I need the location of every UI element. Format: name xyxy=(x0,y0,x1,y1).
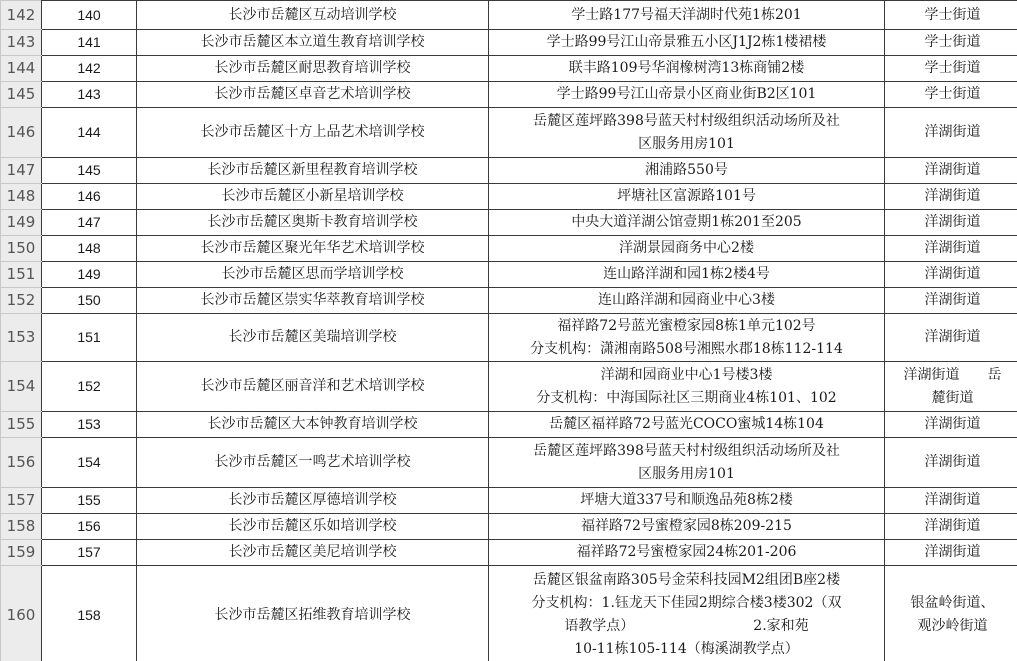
cell-address[interactable] xyxy=(489,30,885,56)
street-line: 洋湖街道 xyxy=(924,162,981,178)
address-line: 岳麓区福祥路72号蓝光COCO蜜城14栋104 xyxy=(549,416,824,432)
street-line: 学士街道 xyxy=(924,60,981,76)
row-header[interactable]: 142 xyxy=(1,1,42,30)
street-line: 洋湖街道 xyxy=(924,544,981,560)
address-line: 语教学点） 2.家和苑 xyxy=(564,618,809,634)
address-line: 福祥路72号蓝光蜜橙家园8栋1单元102号 xyxy=(557,317,816,334)
cell-street[interactable] xyxy=(885,362,1017,412)
street-line: 洋湖街道 xyxy=(924,124,981,140)
cell-address[interactable] xyxy=(489,184,885,210)
table-row[interactable] xyxy=(1,362,1017,412)
cell-seq-number[interactable]: 140 xyxy=(42,1,137,30)
cell-street[interactable] xyxy=(885,1,1017,30)
cell-street[interactable] xyxy=(885,82,1017,108)
cell-street[interactable] xyxy=(885,210,1017,236)
cell-address[interactable] xyxy=(489,236,885,262)
street-line: 洋湖街道 xyxy=(924,492,981,508)
row-header[interactable]: 156 xyxy=(1,438,42,488)
table-row[interactable] xyxy=(1,412,1017,438)
address-line: 学士路177号福天洋湖时代苑1栋201 xyxy=(571,6,802,23)
cell-seq-number[interactable]: 148 xyxy=(42,236,137,262)
row-header[interactable]: 155 xyxy=(1,412,42,438)
cell-seq-number[interactable]: 150 xyxy=(42,288,137,314)
street-line: 洋湖街道 xyxy=(924,416,981,432)
cell-address[interactable] xyxy=(489,1,885,30)
cell-street[interactable] xyxy=(885,56,1017,82)
cell-address[interactable] xyxy=(489,438,885,488)
cell-address[interactable] xyxy=(489,362,885,412)
address-line: 联丰路109号华润橡树湾13栋商铺2楼 xyxy=(568,60,805,76)
cell-street[interactable] xyxy=(885,30,1017,56)
cell-street[interactable] xyxy=(885,438,1017,488)
cell-seq-number[interactable]: 146 xyxy=(42,184,137,210)
cell-street[interactable] xyxy=(885,158,1017,184)
row-header[interactable]: 143 xyxy=(1,30,42,56)
address-line: 岳麓区莲坪路398号蓝天村村级组织活动场所及社 xyxy=(533,442,840,459)
cell-school-name[interactable]: 长沙市岳麓区本立道生教育培训学校 xyxy=(137,30,489,56)
cell-school-name[interactable]: 长沙市岳麓区奥斯卡教育培训学校 xyxy=(137,210,489,236)
row-header[interactable]: 154 xyxy=(1,362,42,412)
cell-school-name[interactable]: 长沙市岳麓区崇实华萃教育培训学校 xyxy=(137,288,489,314)
street-line: 观沙岭街道 xyxy=(917,618,988,634)
address-line: 福祥路72号蜜橙家园24栋201-206 xyxy=(576,544,797,560)
cell-address[interactable] xyxy=(489,158,885,184)
cell-school-name[interactable]: 长沙市岳麓区思而学培训学校 xyxy=(137,262,489,288)
street-line: 洋湖街道 xyxy=(924,292,981,308)
table-row[interactable] xyxy=(1,158,1017,184)
street-line: 洋湖街道 xyxy=(924,454,981,470)
cell-address[interactable] xyxy=(489,514,885,540)
cell-address[interactable] xyxy=(489,566,885,661)
cell-street[interactable] xyxy=(885,236,1017,262)
table-row[interactable] xyxy=(1,514,1017,540)
street-line: 学士街道 xyxy=(924,86,981,102)
table-row[interactable] xyxy=(1,82,1017,108)
address-line: 洋湖和园商业中心1号楼3楼 xyxy=(600,366,773,383)
street-line: 学士街道 xyxy=(924,6,981,23)
cell-seq-number[interactable]: 156 xyxy=(42,514,137,540)
cell-street[interactable] xyxy=(885,566,1017,661)
address-line: 洋湖景园商务中心2楼 xyxy=(619,240,754,256)
address-line: 10-11栋105-114（梅溪湖教学点） xyxy=(574,641,799,657)
address-line: 区服务用房101 xyxy=(638,465,735,482)
cell-school-name[interactable]: 长沙市岳麓区新里程教育培训学校 xyxy=(137,158,489,184)
cell-address[interactable] xyxy=(489,412,885,438)
street-line: 学士街道 xyxy=(924,34,981,50)
cell-street[interactable] xyxy=(885,314,1017,362)
cell-school-name[interactable]: 长沙市岳麓区十方上品艺术培训学校 xyxy=(137,108,489,158)
address-line: 坪塘大道337号和顺逸品苑8栋2楼 xyxy=(580,492,793,508)
table-row[interactable] xyxy=(1,288,1017,314)
row-header[interactable]: 146 xyxy=(1,108,42,158)
cell-seq-number[interactable]: 147 xyxy=(42,210,137,236)
address-line: 连山路洋湖和园1栋2楼4号 xyxy=(603,266,770,282)
address-line: 区服务用房101 xyxy=(638,135,735,152)
table-row[interactable] xyxy=(1,108,1017,158)
street-line: 洋湖街道 岳 xyxy=(903,366,1002,383)
cell-street[interactable] xyxy=(885,262,1017,288)
cell-address[interactable] xyxy=(489,540,885,566)
cell-street[interactable] xyxy=(885,288,1017,314)
street-line: 银盆岭街道、 xyxy=(910,595,995,611)
address-line: 连山路洋湖和园商业中心3楼 xyxy=(598,292,775,308)
row-header[interactable]: 144 xyxy=(1,56,42,82)
cell-seq-number[interactable]: 143 xyxy=(42,82,137,108)
cell-seq-number[interactable]: 155 xyxy=(42,488,137,514)
cell-street[interactable] xyxy=(885,184,1017,210)
street-line: 洋湖街道 xyxy=(924,240,981,256)
table-body xyxy=(1,1,1017,661)
street-line: 洋湖街道 xyxy=(924,188,981,204)
address-line: 湘浦路550号 xyxy=(645,162,728,178)
table-row[interactable] xyxy=(1,1,1017,30)
table-row[interactable] xyxy=(1,262,1017,288)
row-header[interactable]: 153 xyxy=(1,314,42,362)
table-row[interactable] xyxy=(1,210,1017,236)
street-line: 麓街道 xyxy=(931,389,974,406)
row-header[interactable]: 157 xyxy=(1,488,42,514)
cell-address[interactable] xyxy=(489,56,885,82)
address-line: 中央大道洋湖公馆壹期1栋201至205 xyxy=(571,214,802,230)
cell-address[interactable] xyxy=(489,288,885,314)
cell-school-name[interactable]: 长沙市岳麓区厚德培训学校 xyxy=(137,488,489,514)
cell-seq-number[interactable]: 142 xyxy=(42,56,137,82)
row-header[interactable]: 160 xyxy=(1,566,42,661)
table-row[interactable] xyxy=(1,184,1017,210)
cell-school-name[interactable]: 长沙市岳麓区互动培训学校 xyxy=(137,1,489,30)
address-line: 分支机构：中海国际社区三期商业4栋101、102 xyxy=(536,389,837,406)
cell-address[interactable] xyxy=(489,82,885,108)
table-row[interactable] xyxy=(1,56,1017,82)
cell-seq-number[interactable]: 144 xyxy=(42,108,137,158)
cell-seq-number[interactable]: 151 xyxy=(42,314,137,362)
address-line: 学士路99号江山帝景雅五小区J1J2栋1楼裙楼 xyxy=(546,34,827,50)
cell-seq-number[interactable]: 152 xyxy=(42,362,137,412)
row-header[interactable]: 152 xyxy=(1,288,42,314)
table-row[interactable] xyxy=(1,488,1017,514)
cell-street[interactable] xyxy=(885,540,1017,566)
row-header[interactable]: 148 xyxy=(1,184,42,210)
cell-street[interactable] xyxy=(885,514,1017,540)
cell-school-name[interactable]: 长沙市岳麓区拓维教育培训学校 xyxy=(137,566,489,661)
row-header[interactable]: 151 xyxy=(1,262,42,288)
cell-street[interactable] xyxy=(885,108,1017,158)
address-line: 岳麓区银盆南路305号金荣科技园M2组团B座2楼 xyxy=(532,572,841,588)
row-header[interactable]: 159 xyxy=(1,540,42,566)
cell-school-name[interactable]: 长沙市岳麓区一鸣艺术培训学校 xyxy=(137,438,489,488)
cell-seq-number[interactable]: 149 xyxy=(42,262,137,288)
address-line: 分支机构：潇湘南路508号湘熙水郡18栋112-114 xyxy=(530,340,843,357)
row-header[interactable]: 158 xyxy=(1,514,42,540)
table-row[interactable] xyxy=(1,236,1017,262)
address-line: 分支机构：1.钰龙天下佳园2期综合楼3楼302（双 xyxy=(531,595,842,611)
cell-seq-number[interactable]: 153 xyxy=(42,412,137,438)
cell-school-name[interactable]: 长沙市岳麓区乐如培训学校 xyxy=(137,514,489,540)
cell-address[interactable] xyxy=(489,488,885,514)
cell-school-name[interactable]: 长沙市岳麓区聚光年华艺术培训学校 xyxy=(137,236,489,262)
cell-address[interactable] xyxy=(489,314,885,362)
cell-address[interactable] xyxy=(489,108,885,158)
address-line: 学士路99号江山帝景小区商业街B2区101 xyxy=(556,86,817,102)
cell-school-name[interactable]: 长沙市岳麓区美瑞培训学校 xyxy=(137,314,489,362)
street-line: 洋湖街道 xyxy=(924,329,981,345)
row-header[interactable]: 147 xyxy=(1,158,42,184)
cell-address[interactable] xyxy=(489,262,885,288)
row-header[interactable]: 150 xyxy=(1,236,42,262)
cell-school-name[interactable]: 长沙市岳麓区美尼培训学校 xyxy=(137,540,489,566)
cell-seq-number[interactable]: 157 xyxy=(42,540,137,566)
street-line: 洋湖街道 xyxy=(924,518,981,534)
cell-school-name[interactable]: 长沙市岳麓区丽音洋和艺术培训学校 xyxy=(137,362,489,412)
cell-school-name[interactable]: 长沙市岳麓区大本钟教育培训学校 xyxy=(137,412,489,438)
table-row[interactable] xyxy=(1,566,1017,661)
cell-seq-number[interactable]: 154 xyxy=(42,438,137,488)
cell-street[interactable] xyxy=(885,488,1017,514)
table-row[interactable] xyxy=(1,438,1017,488)
street-line: 洋湖街道 xyxy=(924,214,981,230)
row-header[interactable]: 149 xyxy=(1,210,42,236)
cell-seq-number[interactable]: 145 xyxy=(42,158,137,184)
cell-seq-number[interactable]: 141 xyxy=(42,30,137,56)
cell-school-name[interactable]: 长沙市岳麓区小新星培训学校 xyxy=(137,184,489,210)
cell-address[interactable] xyxy=(489,210,885,236)
cell-school-name[interactable]: 长沙市岳麓区耐思教育培训学校 xyxy=(137,56,489,82)
address-line: 福祥路72号蜜橙家园8栋209-215 xyxy=(581,518,792,534)
table-row[interactable] xyxy=(1,540,1017,566)
row-header[interactable]: 145 xyxy=(1,82,42,108)
cell-school-name[interactable]: 长沙市岳麓区卓音艺术培训学校 xyxy=(137,82,489,108)
street-line: 洋湖街道 xyxy=(924,266,981,282)
cell-seq-number[interactable]: 158 xyxy=(42,566,137,661)
address-line: 岳麓区莲坪路398号蓝天村村级组织活动场所及社 xyxy=(533,112,840,129)
table-row[interactable] xyxy=(1,314,1017,362)
address-line: 坪塘社区富源路101号 xyxy=(617,188,756,204)
cell-street[interactable] xyxy=(885,412,1017,438)
table-row[interactable] xyxy=(1,30,1017,56)
